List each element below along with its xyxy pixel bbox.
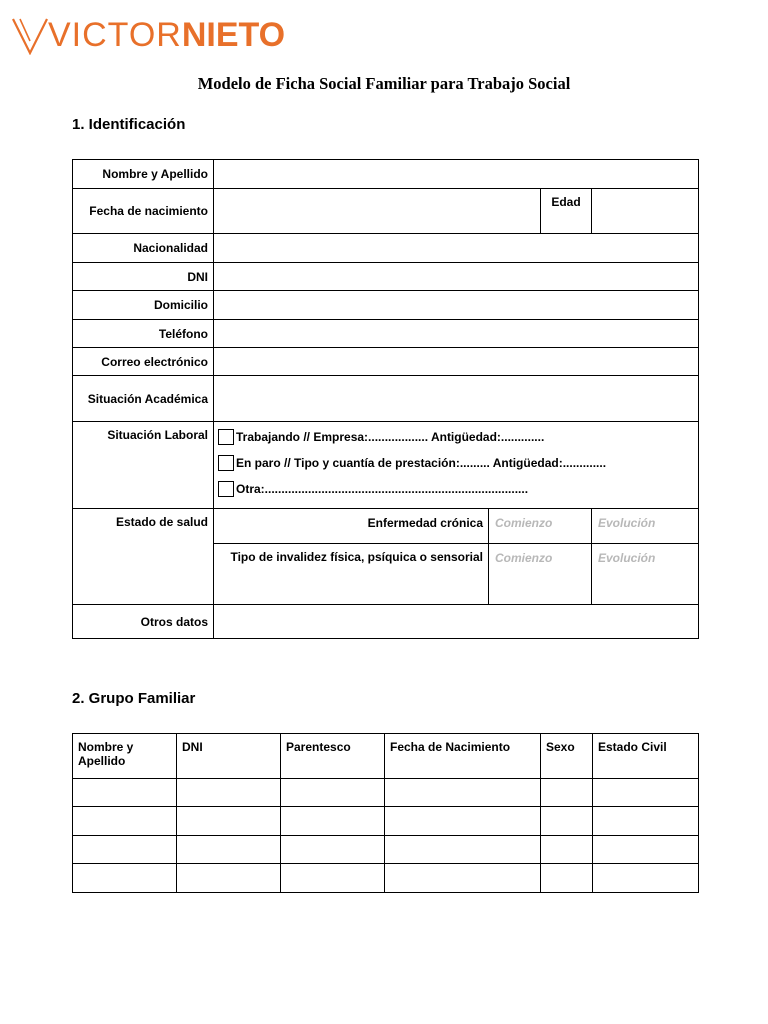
identification-table [72, 159, 699, 639]
label-estado-salud: Estado de salud [73, 509, 214, 605]
field-invalidez-evolucion[interactable]: Evolución [592, 544, 699, 605]
label-domicilio: Domicilio [73, 291, 214, 320]
document-title: Modelo de Ficha Social Familiar para Trabajo Social [197, 74, 571, 93]
logo-text-bold: NIETO [181, 16, 286, 54]
laboral-option-trabajando[interactable] [218, 424, 694, 450]
label-tipo-invalidez: Tipo de invalidez física, psíquica o sensorial [214, 544, 489, 605]
logo-text-thin: VICTOR [48, 16, 182, 54]
laboral-option-en-paro[interactable] [218, 450, 694, 476]
table-cell[interactable] [177, 864, 281, 893]
table-cell[interactable] [593, 836, 699, 864]
field-enfermedad-comienzo[interactable]: Comienzo [489, 509, 592, 544]
table-cell[interactable] [593, 864, 699, 893]
field-nombre[interactable] [214, 160, 699, 189]
table-cell[interactable] [281, 807, 385, 836]
table-cell[interactable] [593, 779, 699, 807]
family-group-table [72, 733, 699, 893]
column-header: Sexo [541, 734, 593, 779]
label-telefono: Teléfono [73, 320, 214, 348]
field-invalidez-comienzo[interactable]: Comienzo [489, 544, 592, 605]
label-situacion-academica: Situación Académica [73, 376, 214, 422]
table-cell[interactable] [281, 864, 385, 893]
table-cell[interactable] [73, 836, 177, 864]
label-situacion-laboral: Situación Laboral [73, 422, 214, 509]
table-cell[interactable] [177, 836, 281, 864]
table-cell[interactable] [541, 836, 593, 864]
label-dni: DNI [73, 263, 214, 291]
table-cell[interactable] [385, 836, 541, 864]
field-domicilio[interactable] [214, 291, 699, 320]
brand-logo [12, 10, 285, 60]
table-cell[interactable] [541, 807, 593, 836]
field-enfermedad-evolucion[interactable]: Evolución [592, 509, 699, 544]
laboral-option-label: Otra:............................................................................... [236, 482, 529, 496]
label-edad: Edad [541, 189, 592, 234]
table-header-row [73, 734, 699, 779]
table-cell[interactable] [385, 779, 541, 807]
column-header: Nombre y Apellido [73, 734, 177, 779]
field-telefono[interactable] [214, 320, 699, 348]
table-cell[interactable] [281, 779, 385, 807]
table-cell[interactable] [177, 779, 281, 807]
laboral-option-label: En paro // Tipo y cuantía de prestación:......... Antigüedad:............. [236, 456, 607, 470]
field-fecha-nacimiento[interactable] [214, 189, 541, 234]
table-cell[interactable] [385, 864, 541, 893]
label-otros-datos: Otros datos [73, 605, 214, 639]
column-header: Fecha de Nacimiento [385, 734, 541, 779]
table-row [73, 836, 699, 864]
field-otros-datos[interactable] [214, 605, 699, 639]
table-cell[interactable] [73, 864, 177, 893]
laboral-option-otra[interactable] [218, 476, 694, 502]
laboral-option-label: Trabajando // Empresa:.................. Antigüedad:............. [236, 430, 545, 444]
field-correo[interactable] [214, 348, 699, 376]
table-cell[interactable] [73, 779, 177, 807]
field-situacion-academica[interactable] [214, 376, 699, 422]
label-fecha-nacimiento: Fecha de nacimiento [73, 189, 214, 234]
field-nacionalidad[interactable] [214, 234, 699, 263]
section-identificacion-heading: 1. Identificación [72, 116, 186, 133]
column-header: Estado Civil [593, 734, 699, 779]
table-cell[interactable] [541, 779, 593, 807]
field-edad[interactable] [592, 189, 699, 234]
table-row [73, 807, 699, 836]
checkbox-otra[interactable] [218, 481, 234, 497]
table-cell[interactable] [281, 836, 385, 864]
table-cell[interactable] [541, 864, 593, 893]
label-nacionalidad: Nacionalidad [73, 234, 214, 263]
table-cell[interactable] [73, 807, 177, 836]
column-header: DNI [177, 734, 281, 779]
section-grupo-familiar-heading: 2. Grupo Familiar [72, 690, 196, 707]
table-cell[interactable] [177, 807, 281, 836]
label-correo: Correo electrónico [73, 348, 214, 376]
laboral-options [214, 422, 699, 509]
logo-v-icon [12, 15, 48, 55]
table-row [73, 864, 699, 893]
column-header: Parentesco [281, 734, 385, 779]
label-enfermedad-cronica: Enfermedad crónica [214, 509, 489, 544]
table-cell[interactable] [385, 807, 541, 836]
field-dni[interactable] [214, 263, 699, 291]
checkbox-en-paro[interactable] [218, 455, 234, 471]
table-cell[interactable] [593, 807, 699, 836]
checkbox-trabajando[interactable] [218, 429, 234, 445]
table-row [73, 779, 699, 807]
label-nombre: Nombre y Apellido [73, 160, 214, 189]
